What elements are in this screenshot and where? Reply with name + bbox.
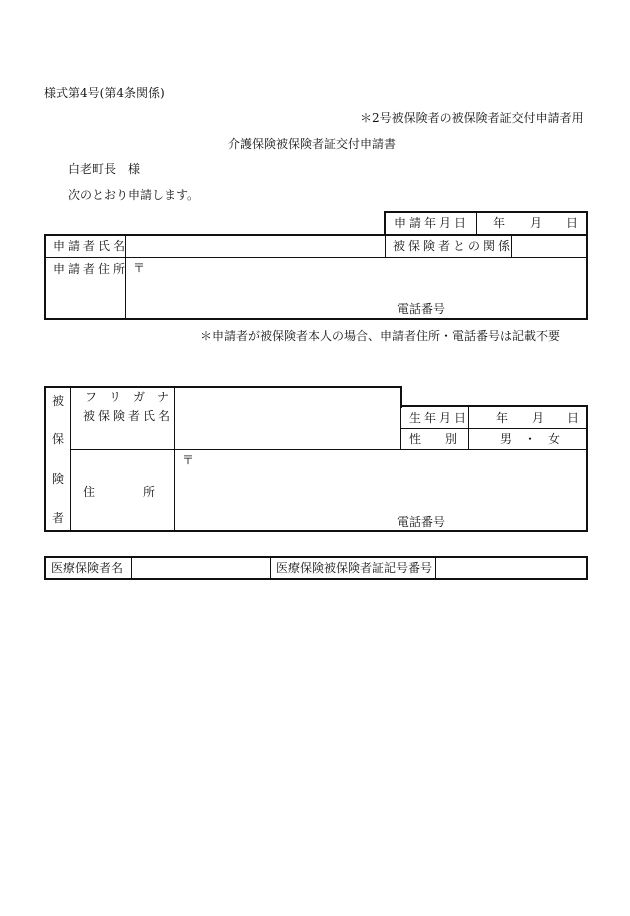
insured-address-field[interactable]: [176, 451, 586, 509]
form-number: 様式第4号(第4条関係): [44, 86, 165, 100]
sex-label: 性 別: [409, 432, 458, 446]
birthdate-field[interactable]: [470, 407, 586, 427]
birthdate-year: 年: [496, 411, 509, 425]
applicant-name-field[interactable]: [127, 236, 382, 256]
application-date-day: 日: [566, 216, 579, 230]
target-note: ＊2号被保険者の被保険者証交付申請者用: [360, 111, 584, 125]
medical-cert-number-field[interactable]: [437, 558, 586, 578]
applicant-note: ＊申請者が被保険者本人の場合、申請者住所・電話番号は記載不要: [200, 329, 561, 343]
applicant-address-label: 申請者住所: [53, 262, 129, 276]
applicant-postal-mark: 〒: [133, 261, 146, 275]
insured-postal-mark: 〒: [182, 453, 195, 467]
application-date-year: 年: [493, 216, 506, 230]
birthdate-day: 日: [567, 411, 580, 425]
applicant-name-label: 申請者氏名: [53, 239, 129, 253]
application-date-field[interactable]: [478, 213, 586, 234]
insured-name-field[interactable]: [176, 407, 398, 448]
insured-phone-field[interactable]: [452, 511, 586, 528]
relation-label: 被保険者との関係: [393, 239, 514, 253]
applicant-address-field[interactable]: [127, 259, 586, 297]
medical-insurer-label: 医療保険者名: [51, 561, 124, 575]
birthdate-label: 生年月日: [409, 411, 470, 425]
furigana-label: フ リ ガ ナ: [85, 390, 170, 404]
addressee: 白老町長 様: [68, 162, 141, 176]
insured-address-label: 住 所: [83, 485, 156, 499]
insured-side-char-2: 保: [52, 432, 65, 446]
birthdate-month: 月: [532, 411, 545, 425]
medical-cert-number-label: 医療保険被保険者証記号番号: [276, 561, 433, 575]
insured-phone-label: 電話番号: [397, 515, 446, 529]
insured-side-char-4: 者: [52, 511, 65, 525]
relation-field[interactable]: [513, 236, 586, 256]
insured-name-label: 被保険者氏名: [83, 409, 174, 423]
medical-insurer-field[interactable]: [133, 558, 268, 578]
intro-text: 次のとおり申請します。: [68, 188, 200, 202]
sex-options[interactable]: 男 ・ 女: [500, 432, 561, 446]
applicant-phone-field[interactable]: [452, 299, 586, 318]
applicant-phone-label: 電話番号: [397, 302, 446, 316]
insured-side-char-1: 被: [52, 394, 65, 408]
furigana-field[interactable]: [176, 388, 398, 404]
application-date-month: 月: [530, 216, 543, 230]
application-date-label: 申請年月日: [394, 216, 470, 230]
insured-side-char-3: 険: [52, 472, 65, 486]
form-title: 介護保険被保険者証交付申請書: [228, 137, 397, 151]
